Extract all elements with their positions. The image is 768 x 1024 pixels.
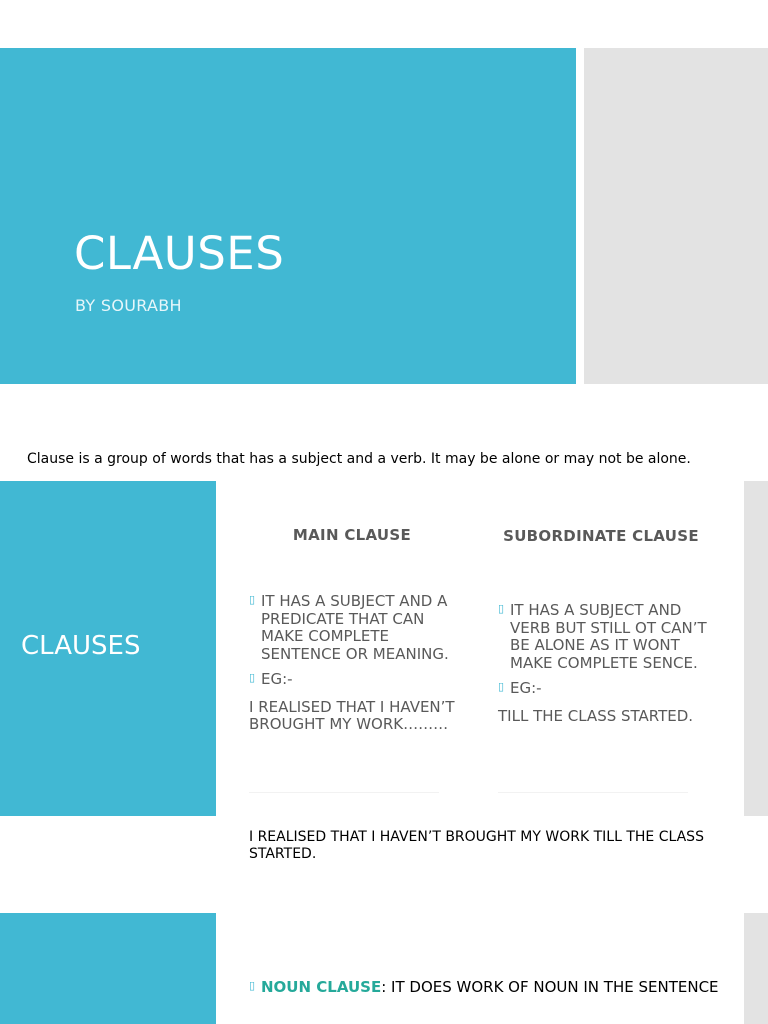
clauses-slide-side-panel <box>744 481 768 816</box>
bullet-icon: ▯ <box>249 671 256 684</box>
title-slide-panel <box>0 48 576 384</box>
divider <box>498 792 688 793</box>
noun-clause-slide-side-panel <box>744 913 768 1024</box>
main-clause-example: I REALISED THAT I HAVEN’T BROUGHT MY WORK……… <box>249 697 455 733</box>
noun-clause-definition: : IT DOES WORK OF NOUN IN THE SENTENCE <box>381 978 719 996</box>
subordinate-clause-example-bullet <box>498 680 713 698</box>
main-clause-column <box>249 593 459 734</box>
clause-definition-caption: Clause is a group of words that has a subject and a verb. It may be alone or may not be alone. <box>27 451 691 467</box>
main-clause-example-label: EG:- <box>261 670 293 688</box>
bullet-icon: ▯ <box>249 593 256 606</box>
subordinate-clause-description: IT HAS A SUBJECT AND VERB BUT STILL OT CAN’T BE ALONE AS IT WONT MAKE COMPLETE SENCE. <box>510 601 707 672</box>
main-clause-heading: MAIN CLAUSE <box>292 526 412 544</box>
main-clause-example-bullet <box>249 671 459 689</box>
subordinate-clause-column <box>498 602 713 725</box>
main-clause-description: IT HAS A SUBJECT AND A PREDICATE THAT CAN MAKE COMPLETE SENTENCE OR MEANING. <box>261 592 449 663</box>
noun-clause-bullet <box>249 979 719 997</box>
combined-sentence: I REALISED THAT I HAVEN’T BROUGHT MY WORK TILL THE CLASS STARTED. <box>249 829 704 862</box>
noun-clause-term: NOUN CLAUSE <box>261 978 382 996</box>
subordinate-clause-example-label: EG:- <box>510 679 542 697</box>
slide-title: CLAUSES <box>74 227 285 280</box>
bullet-icon: ▯ <box>249 979 256 992</box>
noun-clause-slide-panel <box>0 913 216 1024</box>
title-slide-side-panel <box>584 48 768 384</box>
bullet-icon: ▯ <box>498 602 505 615</box>
divider <box>249 792 439 793</box>
subordinate-clause-example: TILL THE CLASS STARTED. <box>498 706 694 725</box>
main-clause-bullet <box>249 593 459 663</box>
subordinate-clause-heading: SUBORDINATE CLAUSE <box>503 527 699 545</box>
clauses-slide-title: CLAUSES <box>21 631 141 661</box>
subordinate-clause-bullet <box>498 602 713 672</box>
bullet-icon: ▯ <box>498 680 505 693</box>
slide-subtitle: BY SOURABH <box>75 296 182 315</box>
